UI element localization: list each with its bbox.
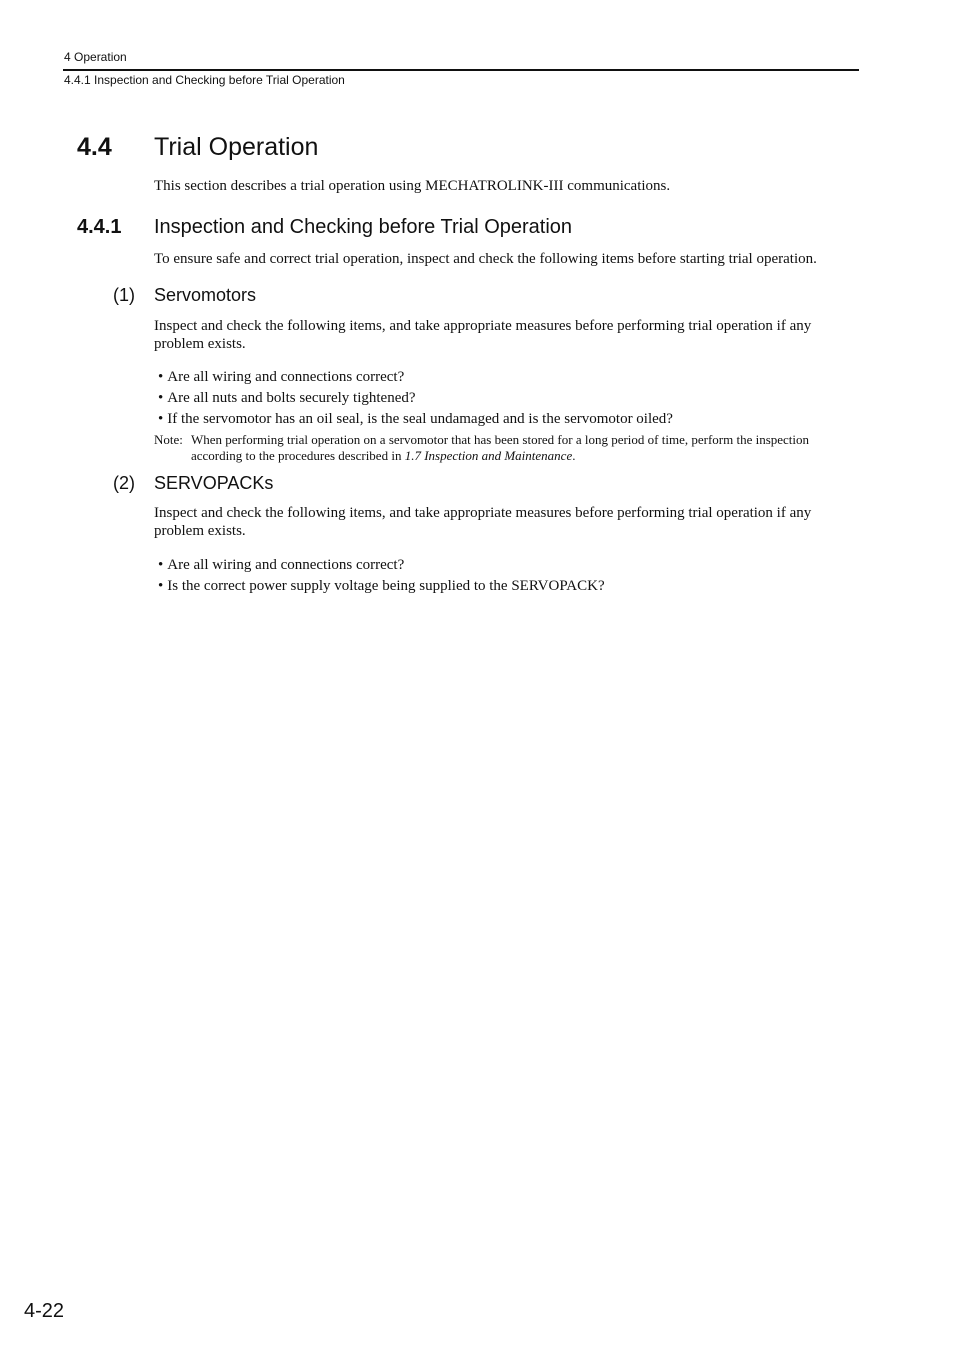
list-item-text: Are all nuts and bolts securely tightened? bbox=[167, 390, 416, 406]
list-item bbox=[158, 578, 605, 595]
note-reference: 1.7 Inspection and Maintenance bbox=[404, 448, 573, 463]
bullet-marker: • bbox=[158, 411, 164, 427]
subsection-intro: To ensure safe and correct trial operation, inspect and check the following items before starting trial operation. bbox=[154, 251, 817, 267]
bullet-marker: • bbox=[158, 578, 164, 594]
note-period: . bbox=[572, 448, 576, 463]
running-header-chapter: 4 Operation bbox=[64, 50, 127, 64]
header-rule bbox=[63, 69, 859, 71]
list-item-text: Are all wiring and connections correct? bbox=[167, 369, 405, 385]
bullet-marker: • bbox=[158, 369, 164, 385]
servopacks-paragraph: Inspect and check the following items, and take appropriate measures before performing trial operation if any problem exists. bbox=[154, 505, 812, 539]
servomotors-paragraph: Inspect and check the following items, and take appropriate measures before performing trial operation if any problem exists. bbox=[154, 318, 812, 352]
list-item-text: If the servomotor has an oil seal, is the seal undamaged and is the servomotor oiled? bbox=[167, 411, 673, 427]
servopacks-heading: SERVOPACKs bbox=[154, 473, 274, 493]
list-item bbox=[158, 557, 404, 574]
note-text bbox=[191, 432, 860, 464]
section-intro: This section describes a trial operation using MECHATROLINK-III communications. bbox=[154, 178, 671, 194]
section-number: 4.4 bbox=[77, 133, 112, 161]
running-header-section: 4.4.1 Inspection and Checking before Trial Operation bbox=[64, 73, 345, 87]
bullet-marker: • bbox=[158, 390, 164, 406]
list-item bbox=[158, 411, 673, 428]
list-item bbox=[158, 390, 416, 407]
subsection-number: 4.4.1 bbox=[77, 216, 122, 238]
servomotors-heading: Servomotors bbox=[154, 285, 257, 305]
section-title: Trial Operation bbox=[154, 133, 319, 161]
note-label: Note: bbox=[154, 432, 183, 447]
servomotors-number: (1) bbox=[113, 285, 135, 305]
list-item bbox=[158, 369, 404, 386]
servopacks-number: (2) bbox=[113, 473, 135, 493]
bullet-marker: • bbox=[158, 557, 164, 573]
page-number: 4-22 bbox=[24, 1300, 65, 1322]
list-item-text: Is the correct power supply voltage being supplied to the SERVOPACK? bbox=[167, 578, 605, 594]
note-body-text: When performing trial operation on a servomotor that has been stored for a long period of time, perform the inspection according to the procedures described in bbox=[191, 432, 810, 463]
subsection-title: Inspection and Checking before Trial Operation bbox=[154, 216, 573, 238]
list-item-text: Are all wiring and connections correct? bbox=[167, 557, 405, 573]
